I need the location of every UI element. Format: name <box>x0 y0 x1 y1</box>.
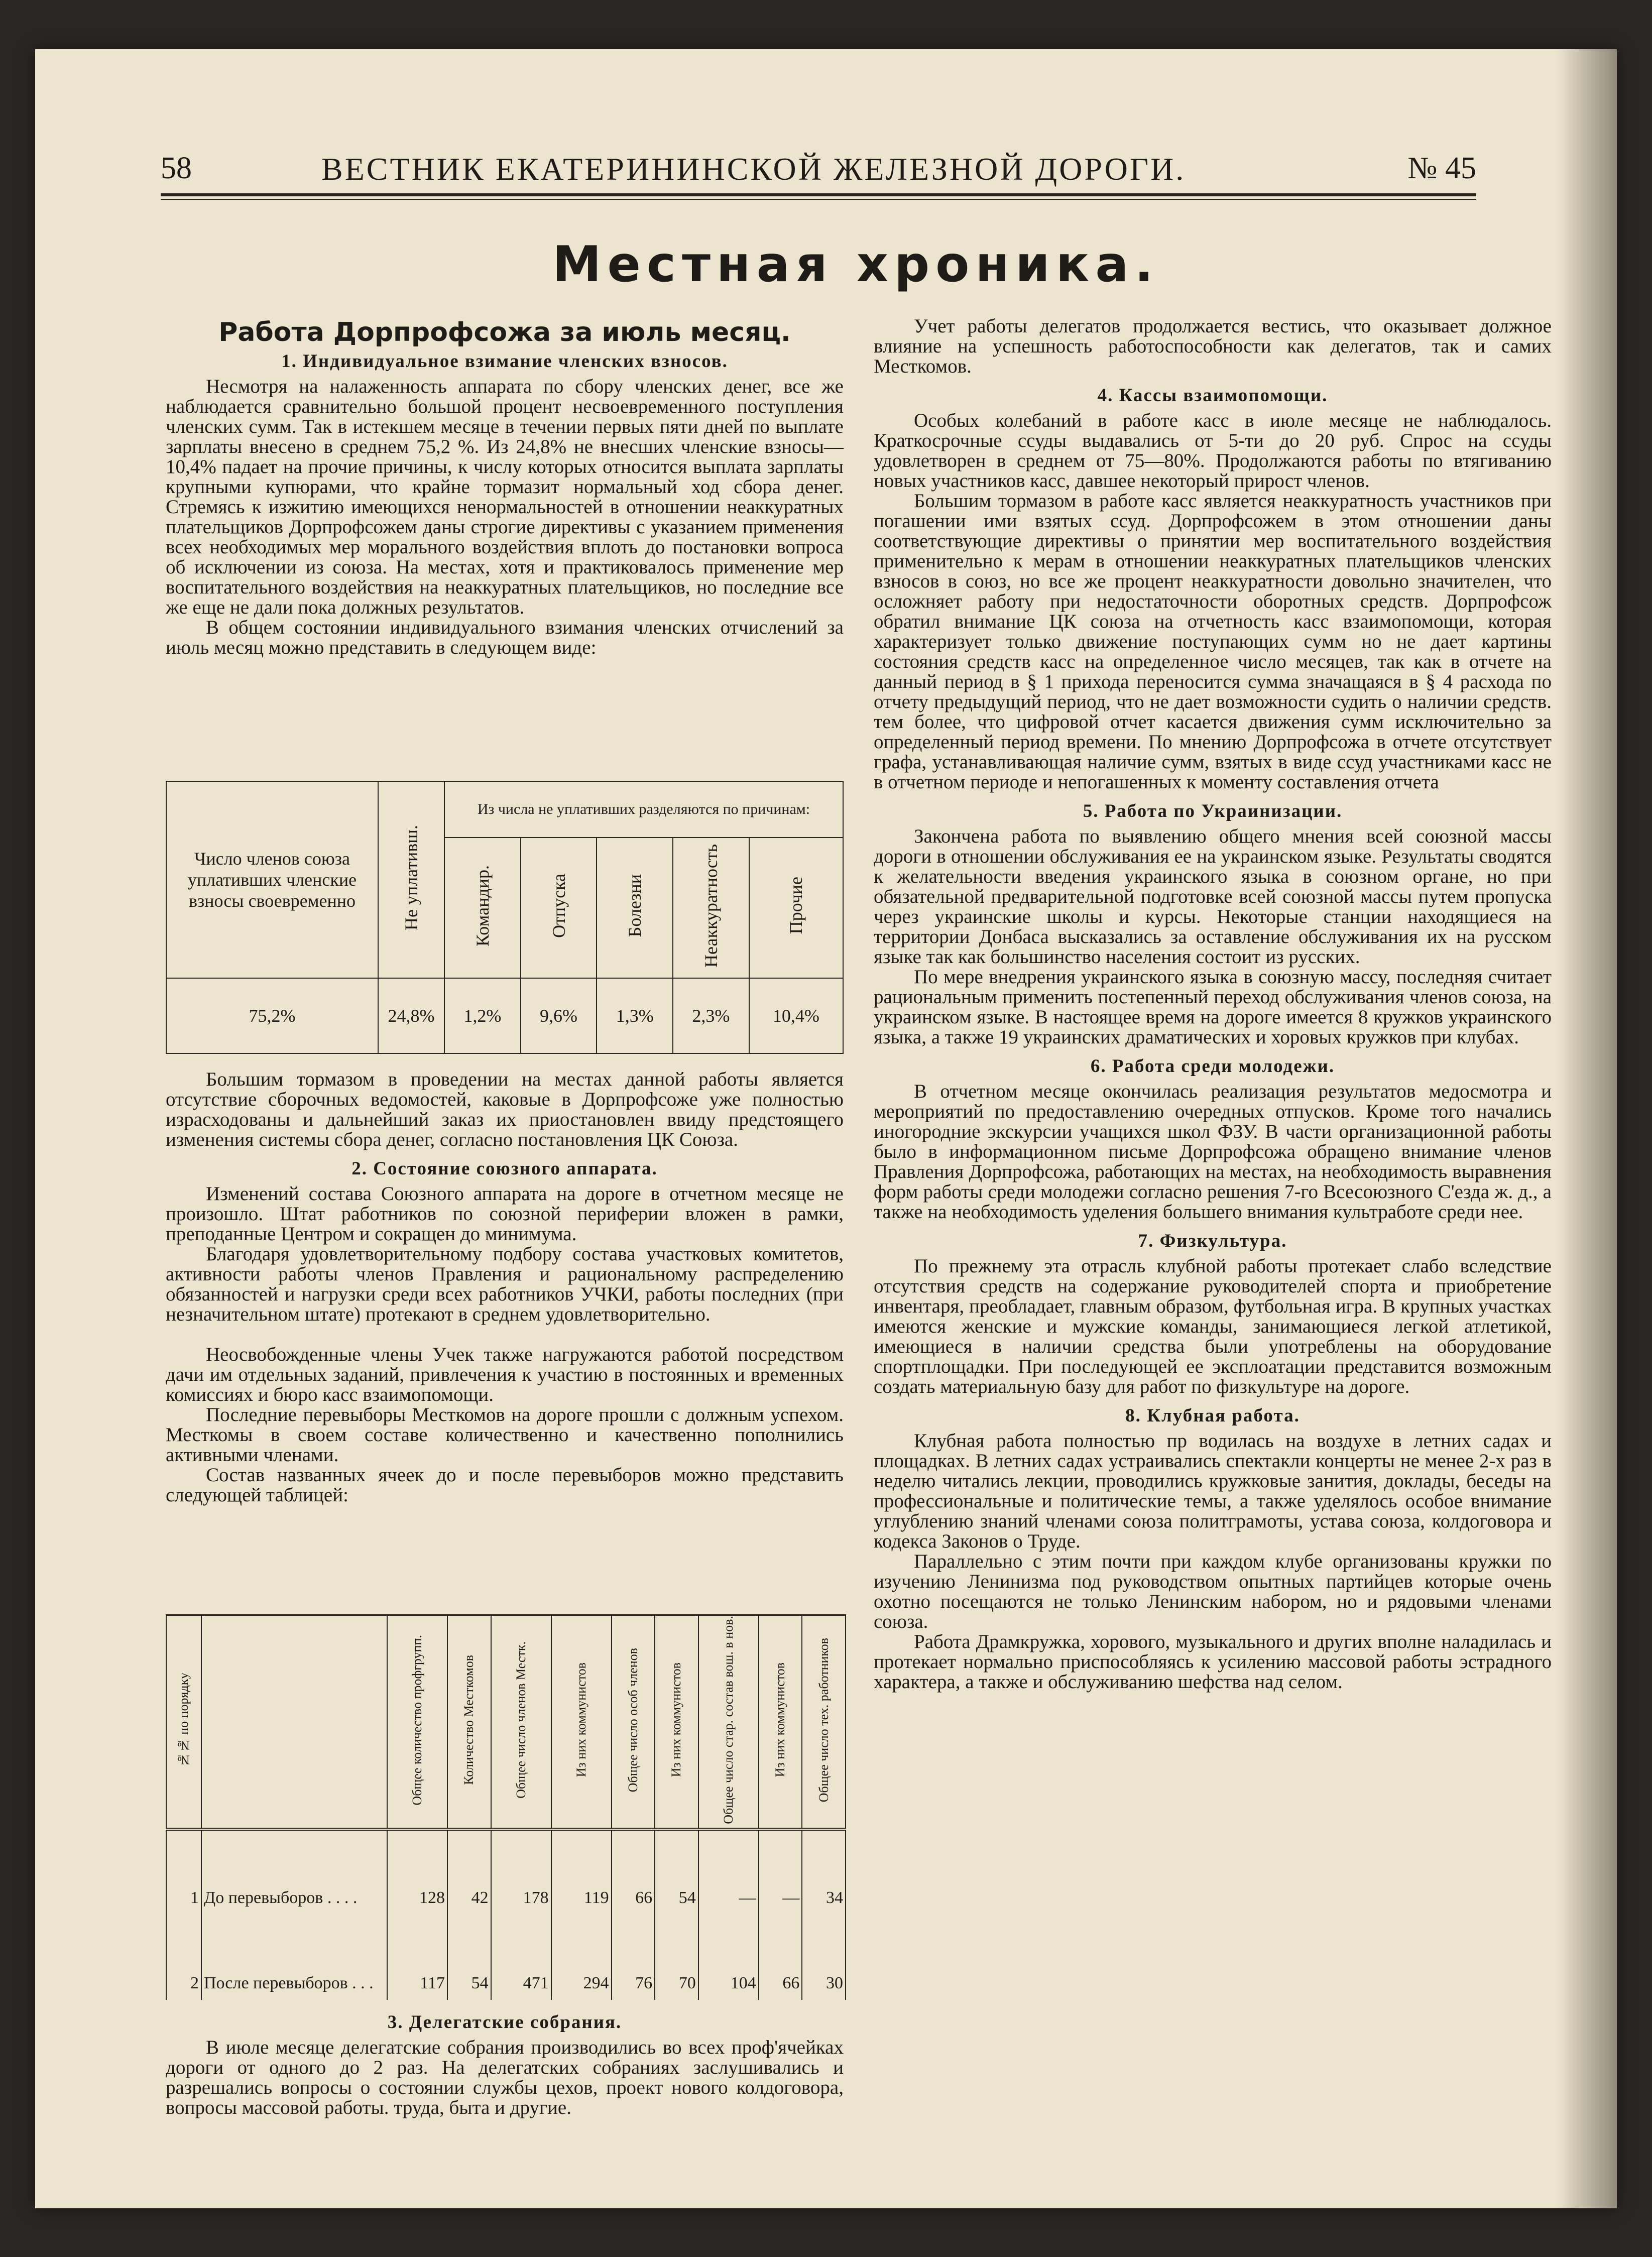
elections-table-header: Из них коммунистов <box>759 1615 802 1829</box>
page-header <box>161 151 1476 196</box>
section-2-paragraph: Последние перевыборы Месткомов на дороге прошли с должным успехом. Месткомы в своем составе количественно и качественно пополнились активными членами. <box>166 1404 844 1466</box>
section-2-paragraph: Изменений состава Союзного аппарата на дороге в отчетном месяце не произошло. Штат работников по союзной периферии вложен в рамки, преподанные Центром и сокращен до минимума. <box>166 1183 844 1245</box>
row-number: 1 <box>166 1829 201 1915</box>
section-5-paragraph: По мере внедрения украинского языка в союзную массу, последняя считает рациональным применить постепенный переход обслуживания членов союза, на украинском языке. В настоящее время на дороге имеется 8 кружков украинского языка, а также 19 украинских драматических и хоровых кружков при клубах. <box>874 966 1552 1048</box>
elections-table-header: Общее количество профгрупп. <box>387 1615 447 1829</box>
section-5-paragraph: Закончена работа по выявлению общего мнения всей союзной массы дороги в отношении обслуживания ее на украинском языке. Результаты сводятся к желательности введения украинского языка в союзном органе, но при обязательной предварительной подготовке всей союзной массы путем пропуска через украинские школы и курсы. Некоторые станции находящиеся на территории Донбаса высказались за оставление обслуживания их на русском языке так как большинство населения состоит из русских. <box>874 825 1552 968</box>
section-3-heading: 3. Делегатские собрания. <box>387 2012 622 2033</box>
dues-table-cell: 2,3% <box>673 978 749 1053</box>
row-number: 2 <box>166 1915 201 2000</box>
section-1-heading: 1. Индивидуальное взимание членских взносов. <box>281 351 728 372</box>
table-cell: 294 <box>551 1915 612 2000</box>
section-1-paragraph: В общем состоянии индивидуального взимания членских отчислений за июль месяц можно представить в следующем виде: <box>166 617 844 658</box>
elections-table-header: Общее число особ членов <box>612 1615 655 1829</box>
section-2-paragraph: Неосвобожденные члены Учек также нагружаются работой посредством дачи им отдельных заданий, привлечения к участию в постоянных и временных комиссиях и бюро касс взаимопомощи. <box>166 1344 844 1405</box>
section-2-heading: 2. Состояние союзного аппарата. <box>351 1158 658 1179</box>
dues-table-header: Отпуска <box>521 838 597 978</box>
elections-table-header: Общее число тех. работников <box>802 1615 846 1829</box>
newspaper-title: ВЕСТНИК ЕКАТЕРИНИНСКОЙ ЖЕЛЕЗНОЙ ДОРОГИ. <box>321 151 1186 187</box>
table-cell: 70 <box>655 1915 698 2000</box>
section-4-heading: 4. Кассы взаимопомощи. <box>1097 385 1328 406</box>
elections-table-header: Количество Месткомов <box>447 1615 491 1829</box>
header-rule <box>161 193 1476 196</box>
section-3-paragraph: В июле месяце делегатские собрания производились во всех проф'ячейках дороги от одного до 2 раз. На делегатских собраниях заслушивались и разрешались вопросы о состоянии службы цехов, проект нового колдоговора, вопросы массовой работы. труда, быта и другие. <box>166 2037 844 2118</box>
dues-table-header: Не уплативш. <box>378 781 444 978</box>
table-cell: 42 <box>447 1829 491 1915</box>
row-label: После перевыборов . . . <box>201 1915 387 2000</box>
section-3-paragraph: Учет работы делегатов продолжается вестись, что оказывает должное влияние на успешность работоспособности как делегатов, так и самих Месткомов. <box>874 315 1552 377</box>
left-column-top <box>166 316 844 658</box>
dues-table-header: Командир. <box>444 838 521 978</box>
dues-table-cell: 75,2% <box>166 978 378 1053</box>
left-column-bottom <box>166 2003 844 2118</box>
elections-table <box>166 1614 846 2000</box>
dues-table-header: Неаккуратность <box>673 838 749 978</box>
table-row <box>166 1829 846 1915</box>
elections-table-header: Общее число стар. состав вош. в нов. <box>698 1615 759 1829</box>
table-cell: — <box>698 1829 759 1915</box>
section-8-heading: 8. Клубная работа. <box>1125 1405 1300 1426</box>
section-8-paragraph: Параллельно с этим почти при каждом клубе организованы кружки по изучению Ленинизма под руководством опытных партийцев которые очень охотно посещаются не только Ленинским набором, но и рядовыми членами союза. <box>874 1551 1552 1632</box>
dues-table-cell: 1,3% <box>597 978 673 1053</box>
section-4-paragraph: Особых колебаний в работе касс в июле месяце не наблюдалось. Краткосрочные ссуды выдавались от 5-ти до 20 руб. Спрос на ссуды удовлетворен в среднем от 75—80%. Продолжаются работы по втягиванию новых участников касс, давшее некоторый прирост членов. <box>874 410 1552 492</box>
dues-table-header: Болезни <box>597 838 673 978</box>
elections-table-header: Из них коммунистов <box>655 1615 698 1829</box>
table-cell: 66 <box>759 1915 802 2000</box>
table-cell: 54 <box>447 1915 491 2000</box>
section-5-heading: 5. Работа по Украинизации. <box>1083 801 1343 821</box>
table-row <box>166 1915 846 2000</box>
table-cell: 104 <box>698 1915 759 2000</box>
header-rule-thin <box>161 199 1476 200</box>
table-cell: 76 <box>612 1915 655 2000</box>
table-cell: 178 <box>491 1829 551 1915</box>
table-cell: 30 <box>802 1915 846 2000</box>
section-1-paragraph: Несмотря на налаженность аппарата по сбору членских денег, все же наблюдается сравнительно большой процент несвоевременного поступления членских сумм. Так в истекшем месяце в течении первых пяти дней по выплате зарплаты внесено в среднем 75,2 %. Из 24,8% не внесших членские взносы—10,4% падает на прочие причины, к числу которых относится выплата зарплаты крупными купюрами, что крайне тормазит нормальный ход сбора денег. Стремясь к изжитию имеющихся ненормальностей в отношении неаккуратных плательщиков Дорпрофсожем даны строгие директивы с указанием применения всех необходимых мер морального воздействия вплоть до постановки вопроса об исключении из союза. На местах, хотя и практиковалось применение мер воспитательного воздействия на неаккуратных плательщиков, но последние все же еще не дали пока должных результатов. <box>166 376 844 618</box>
section-6-paragraph: В отчетном месяце окончилась реализация результатов медосмотра и мероприятий по предоставлению очередных отпусков. Кроме того начались иногородние экскурсии учащихся школ ФЗУ. В части организационной работы было в информационном письме Дорпрофсожа обращено внимание членов Правления Дорпрофсожа, работающих на местах, на необходимость выравнения форм работы среди молодежи согласно решения 7-го Всесоюзного С'езда ж. д., а также на необходимость уделения большего внимания культработе среди нее. <box>874 1081 1552 1223</box>
table-cell: 34 <box>802 1829 846 1915</box>
table-cell: 117 <box>387 1915 447 2000</box>
section-2-paragraph: Благодаря удовлетворительному подбору состава участковых комитетов, активности работы членов Правления и рациональному распределению обязанностей и нагрузки среди всех работников УЧКИ, работы последних (при незначительном штате) протекают в среднем удовлетворительно. <box>166 1243 844 1325</box>
right-column <box>874 316 1552 1692</box>
page-title: Местная хроника. <box>552 236 1159 293</box>
section-8-paragraph: Клубная работа полностью пр водилась на воздухе в летних садах и площадках. В летних садах устраивались спектакли концерты не менее 2-х раз в неделю читались лекции, проводились кружковые занития, доклады, беседы на профессиональные и политические темы, а также уделялось особое внимание углублению знаний членами союза политграмоты, устава союза, колдоговора и кодекса Законов о Труде. <box>874 1430 1552 1552</box>
table-cell: 54 <box>655 1829 698 1915</box>
article-title: Работа Дорпрофсожа за июль месяц. <box>218 317 791 347</box>
section-7-heading: 7. Физкультура. <box>1138 1231 1287 1251</box>
table-cell: — <box>759 1829 802 1915</box>
section-8-paragraph: Работа Драмкружка, хорового, музыкального и других вполне наладилась и протекает нормально приспособляясь к усилению массовой работы эстрадного характера, а также и обслуживанию шефства над селом. <box>874 1631 1552 1693</box>
page-number: 58 <box>161 151 192 185</box>
table-cell: 119 <box>551 1829 612 1915</box>
section-1-paragraph: Большим тормазом в проведении на местах данной работы является отсутствие сборочных ведомостей, каковые в Дорпрофсоже уже полностью израсходованы и дальнейший заказ их приостановлен ввиду предстоящего изменения системы сбора денег, согласно постановления ЦК Союза. <box>166 1068 844 1150</box>
table-cell: 471 <box>491 1915 551 2000</box>
left-column-middle <box>166 1070 844 1505</box>
section-7-paragraph: По прежнему эта отрасль клубной работы протекает слабо вследствие отсутствия средств на содержание руководителей спорта и приобретение инвентаря, преобладает, главным образом, футбольная игра. В крупных участках имеются женские и мужские команды, занимающиеся легкой атлетикой, имеющиеся в наличии средства были употреблены на оборудование спортплощадки. При последующей ее эксплоатации представится возможным создать материальную базу для работ по физкультуре на дороге. <box>874 1255 1552 1397</box>
table-cell: 66 <box>612 1829 655 1915</box>
dues-table-cell: 1,2% <box>444 978 521 1053</box>
row-label: До перевыборов . . . . <box>201 1829 387 1915</box>
dues-table <box>166 781 844 1052</box>
table-cell: 128 <box>387 1829 447 1915</box>
dues-table-group-header: Из числа не уплативших разделяются по причинам: <box>444 781 843 838</box>
dues-table-cell: 10,4% <box>749 978 843 1053</box>
elections-table-header: Общее число членов Местк. <box>491 1615 551 1829</box>
elections-table-header <box>201 1615 387 1829</box>
dues-table-header: Прочие <box>749 838 843 978</box>
dues-table-cell: 9,6% <box>521 978 597 1053</box>
elections-table-header: Из них коммунистов <box>551 1615 612 1829</box>
section-2-paragraph: Состав названных ячеек до и после перевыборов можно представить следующей таблицей: <box>166 1464 844 1506</box>
issue-number: № 45 <box>1407 151 1476 185</box>
dues-table-first-header: Число членов союза уплативших членские взносы своевременно <box>166 781 378 978</box>
section-6-heading: 6. Работа среди молодежи. <box>1090 1056 1335 1077</box>
section-4-paragraph: Большим тормазом в работе касс является неаккуратность участников при погашении ими взятых ссуд. Дорпрофсожем в этом отношении даны соответствующие директивы о принятии мер воспитательного воздействия применительно к мерам в отношении неаккуратных плательщиков членских взносов в союз, но все же процент неаккуратности довольно значителен, что осложняет работу при недостаточности оборотных средств. Дорпрофсож обратил внимание ЦК союза на отчетность касс взаимопомощи, которая характеризует только движение поступающих сумм но не дает картины состояния средств касс на определенное число месяцев, так как в отчете на данный период в § 1 прихода переносится сумма значащаяся в § 4 расхода по отчету предыдущий период, что не дает возможности судить о наличии средств. тем более, что цифровой отчет касается движения сумм исключительно за определенный период времени. По мнению Дорпрофсожа в отчете отсутствует графа, устанавливающая наличие сумм, взятых в виде ссуд участниками касс не в отчетном периоде и непогашенных к моменту составления отчета <box>874 490 1552 793</box>
elections-table-header: №№ по порядку <box>166 1615 201 1829</box>
dues-table-cell: 24,8% <box>378 978 444 1053</box>
